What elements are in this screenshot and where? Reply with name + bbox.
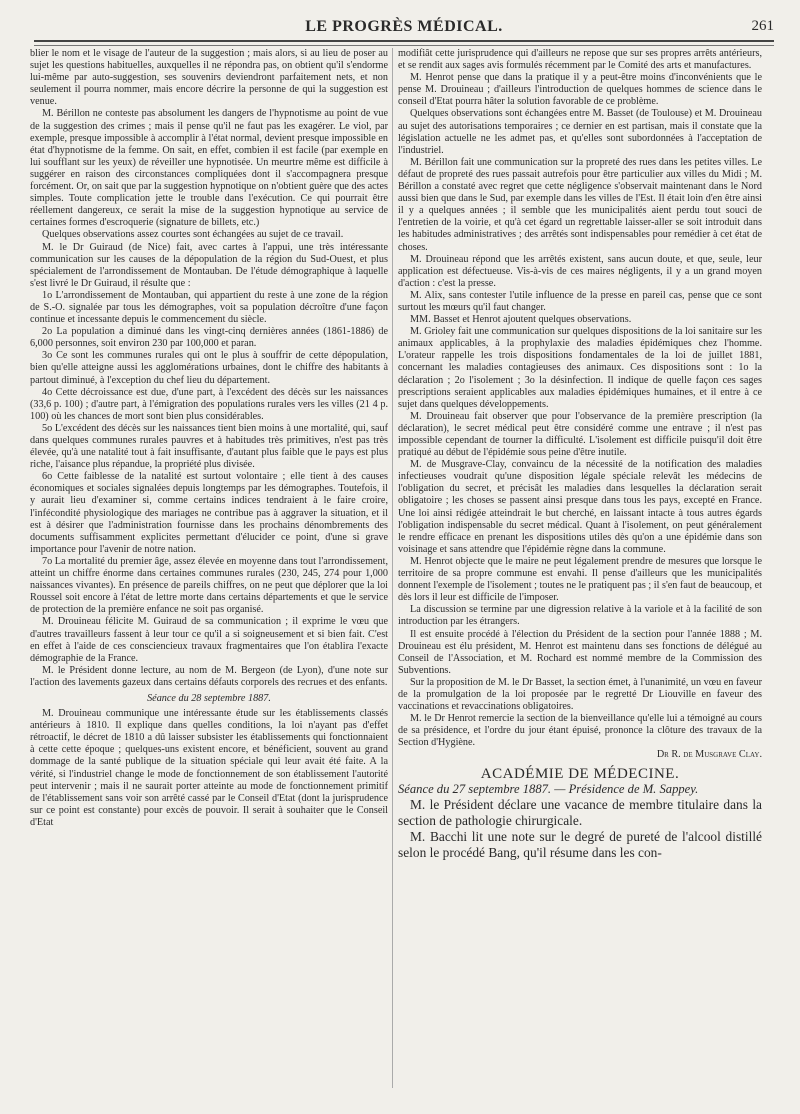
column-divider — [392, 48, 393, 1088]
paragraph: M. Drouineau communique une intéressante étude sur les établissements classés antérieurs à 1810. Il explique dans quelles conditions, la loi n'ayant pas d'effet rétroactif, le décret de 1810 a dû laisser subsister les établissements qui fonctionnaient à cette cette époque ; quelques-uns existent encore, et bénéficient, souvent au grand dommage de la santé publique de la situation spéciale qui leur avait été faite. A la vérité, si l'industriel change le mode de fonctionnement de son établissement l'autorité peut intervenir ; mais il ne saurait porter atteinte au mode de fonctionnement primitif de l'établissement sans voir son arrêté cassé par le Conseil d'Etat (dont la jurisprudence sur ce point est constante) pour excès de pouvoir. Il serait à souhaiter que le Conseil d'Etat — [30, 708, 388, 828]
paragraph: M. Drouineau répond que les arrêtés existent, sans aucun doute, et que, seule, leur application est défectueuse. Vis-à-vis de ces maires négligents, il y a un grand moyen d'action : c'est la presse. — [398, 253, 762, 289]
paragraph: M. Drouineau félicite M. Guiraud de sa communication ; il exprime le vœu que d'autres travailleurs fassent à leur tour ce qu'il a si soigneusement et si bien fait. C'est en effet à l'aide de ces consciencieux travaux fragmentaires que l'on établira l'exacte démographie de la France. — [30, 616, 388, 664]
paragraph: M. le Dr Guiraud (de Nice) fait, avec cartes à l'appui, une très intéressante communication sur les causes de la dépopulation de la région du Sud-Ouest, et plus spécialement de l'arrondissement de Montauban. De l'étude démographique à laquelle s'est livré le Dr Guiraud, il résulte que : — [30, 241, 388, 289]
header-rule — [34, 40, 774, 46]
academy-title: ACADÉMIE DE MÉDECINE. — [480, 765, 680, 782]
paragraph: M. Henrot objecte que le maire ne peut légalement prendre de mesures que lorsque le territoire de sa propre commune est envahi. Il pense d'ailleurs que les municipalités donnent l'exemple de l'isolement ; toutes ne le pratiquent pas ; il s'en faut de beaucoup, et dès lors il leur est difficile de l'imposer. — [398, 555, 762, 604]
paragraph: M. de Musgrave-Clay, convaincu de la nécessité de la notification des maladies infectieuses voudrait qu'une disposition légale spéciale relevât les médecins de l'obligation du secret, et précisât les maladies dans lesquelles la déclaration serait obligatoire ; les choses se passent ainsi presque dans tous les pays, excepté en France. Une loi ainsi rédigée atteindrait le but cherché, en laissant intacte à tous autres égards l'obligation indispensable du secret médical. Quant à l'isolement, on peut généralement le rendre efficace en prenant les dispositions utiles dès qu'on a une épidémie dans son voisinage et sans attendre que l'épidémie règne dans la commune. — [398, 459, 762, 555]
paragraph: blier le nom et le visage de l'auteur de la suggestion ; mais alors, si au lieu de poser au sujet les questions habituelles, auxquelles il ne répondra pas, on obtient qu'il s'endorme lui-même par auto-suggestion, ses souvenirs deviendront parfaitement nets, et non seulement il pourra nommer, mais encore décrire la personne de qui la suggestion est venue. — [30, 48, 388, 108]
paragraph: Il est ensuite procédé à l'élection du Président de la section pour l'année 1888 ; M. Drouineau est élu président, M. Henrot est maintenu dans ses fonctions de délégué au Conseil de l'Association, et M. Rochard est nommé membre de la Commission des Subventions. — [398, 628, 762, 676]
paragraph: 5o L'excédent des décès sur les naissances tient bien moins à une mortalité, qui, sauf dans quelques communes rurales pauvres et à habitudes très primitives, n'est pas très élevée, qu'à une natalité tout à fait insuffisante, d'autant plus faible que le pays est plus riche, l'aisance plus répandue, la propriété plus divisée. — [30, 422, 388, 471]
paragraph: M. Alix, sans contester l'utile influence de la presse en pareil cas, pense que ce sont surtout les mœurs qu'il faut changer. — [398, 289, 762, 313]
paragraph: M. Grioley fait une communication sur quelques dispositions de la loi sanitaire sur les animaux applicables, à la prophylaxie des maladies épidémiques chez l'homme. L'orateur rappelle les trois dispositions fondamentales de la loi de juillet 1881, concernant les maladies contagieuses des animaux. Ces dispositions sont : 1o la déclaration ; 2o l'isolement ; 3o la désinfection. Il indique de quelle façon ces sages prescriptions seraient applicables aux maladies épidémiques humaines, et il entre à ce sujet dans quelques développements. — [398, 326, 762, 410]
right-column — [398, 48, 762, 1108]
session-heading: Séance du 28 septembre 1887. — [147, 692, 271, 704]
paragraph: M. le Président déclare une vacance de membre titulaire dans la section de pathologie chirurgicale. — [398, 796, 762, 828]
paragraph: Sur la proposition de M. le Dr Basset, la section émet, à l'unanimité, un vœu en faveur de la promulgation de la loi proposée par le regretté Dr Liouville en faveur des vaccinations et revaccinations obligatoires. — [398, 676, 762, 713]
page-number: 261 — [751, 18, 774, 34]
paragraph: M. Bérillon fait une communication sur la propreté des rues dans les petites villes. Le défaut de propreté des rues passait autrefois pour être particulier aux villes du Midi ; M. Bérillon a constaté avec regret que cette négligence s'observait maintenant dans le Nord aussi bien que dans le Sud, par exemple dans les villes de l'Est. Il était loin d'en être ainsi il y a quelques années ; il semble que les municipalités aient perdu tout souci de l'entretien de la voirie, et qu'à cet égard un regrettable laisser-aller se soit introduit dans les habitudes administratives ; des arrêtés sont indispensables pour remédier à cet état de choses. — [398, 156, 762, 253]
academy-session — [398, 782, 762, 797]
academy-session-text: Séance du 27 septembre 1887. — Présidence de M. Sappey. — [398, 781, 699, 796]
paragraph: Quelques observations assez courtes sont échangées au sujet de ce travail. — [42, 229, 344, 241]
paragraph: M. Drouineau fait observer que pour l'observance de la première prescription (la déclaration), le secret médical peut être considéré comme une entrave ; il n'est pas impossible cependant de tourner la difficulté. L'isolement est difficile puisqu'il doit être pratiqué au début de l'épidémie sous peine d'être inutile. — [398, 410, 762, 459]
paragraph: 4o Cette décroissance est due, d'une part, à l'excédent des décès sur les naissances (33,6 p. 100) ; d'autre part, à l'émigration des populations rurales vers les villes (21 4 p. 100) où les chances de mort sont bien plus considérables. — [30, 386, 388, 422]
paragraph: 6o Cette faiblesse de la natalité est surtout volontaire ; elle tient à des causes économiques et sociales signalées depuis longtemps par les démographes. Toutefois, il y aurait lieu d'examiner si, comme certains indices tendraient à le faire croire, l'infécondité physiologique des mariages ne contribue pas à aggraver la situation, et il est à désirer que l'administration fournisse dans les prochains dénombrements des documents suffisamment explicites permettant d'élucider ce point, d'une si grave importance pour l'avenir de notre nation. — [30, 471, 388, 555]
paragraph: M. le Dr Henrot remercie la section de la bienveillance qu'elle lui a témoigné au cours de sa présidence, et l'ordre du jour étant épuisé, prononce la clôture des travaux de la Section d'Hygiène. — [398, 713, 762, 749]
left-column — [30, 48, 388, 1108]
paragraph: 3o Ce sont les communes rurales qui ont le plus à souffrir de cette dépopulation, bien qu'elle atteigne aussi les agglomérations urbaines, dont le chiffre des habitants à partout diminué, à l'exception du chef lieu du département. — [30, 350, 388, 386]
paragraph: 2o La population a diminué dans les vingt-cinq dernières années (1861-1886) de 6,000 personnes, soit environ 230 par 100,000 et paran. — [30, 326, 388, 350]
paragraph: M. Henrot pense que dans la pratique il y a peut-être moins d'inconvénients que le pense M. Drouineau ; d'ailleurs l'introduction de quelques hommes de science dans le conseil d'Etat pourra hâter la solution favorable de ce problème. — [398, 72, 762, 108]
paragraph: MM. Basset et Henrot ajoutent quelques observations. — [410, 314, 632, 326]
paragraph: Quelques observations sont échangées entre M. Basset (de Toulouse) et M. Drouineau au sujet des autorisations temporaires ; ce dernier en est partisan, mais il constate que la législation actuelle ne les admet pas, et qu'elles sont subordonnées à l'acceptation de l'industriel. — [398, 108, 762, 156]
paragraph: 7o La mortalité du premier âge, assez élevée en moyenne dans tout l'arrondissement, atteint un chiffre énorme dans certaines communes rurales (230, 245, 274 pour 1,000 naissances vivantes). En présence de pareils chiffres, on ne peut que déplorer que la loi Roussel soit encore à l'état de lettre morte dans certains départements et que le service de protection de la première enfance ne soit pas organisé. — [30, 555, 388, 616]
paragraph: modifiât cette jurisprudence qui d'ailleurs ne repose que sur ses propres arrêts antérieurs, et se rendit aux sages avis formulés récemment par le Comité des arts et manufactures. — [398, 48, 762, 72]
page-header — [34, 16, 774, 38]
paragraph: M. Bacchi lit une note sur le degré de pureté de l'alcool distillé selon le procédé Bang, qu'il résume dans les con- — [398, 828, 762, 860]
paragraph: M. Bérillon ne conteste pas absolument les dangers de l'hypnotisme au point de vue de la suggestion des crimes ; mais il pense qu'il ne faut pas les exagérer. Le viol, par exemple, presque impossible à accomplir à l'état normal, devient presque impossible en état d'hypnotisme de la femme. On sait, en effet, combien il est facile (par exemple en lui soufflant sur les yeux) de réveiller une hypnotisée. Un meurtre même est difficile à suggérer en raison des circonstances compliquées dont il s'accompagnera presque forcément. Or, on sait que par la suggestion hypnotique on n'obtient guère que des actes simples. Toute complication jette le trouble dans l'exécution. Ce qui pourrait être réellement dangereux, ce serait la mise de la suggestion hypnotique au service de certaines formes d'escroquerie (signature de billets, etc.) — [30, 108, 388, 229]
paragraph: 1o L'arrondissement de Montauban, qui appartient du reste à une zone de la région de S.-O. signalée par tous les démographes, voit sa population décroître d'une façon continue et incessante depuis le commencement du siècle. — [30, 289, 388, 326]
signature: Dr R. de Musgrave Clay. — [656, 749, 762, 761]
paragraph: La discussion se termine par une digression relative à la variole et à la facilité de son introduction par les étrangers. — [398, 604, 762, 628]
paragraph: M. le Président donne lecture, au nom de M. Bergeon (de Lyon), d'une note sur l'action des lavements gazeux dans certains défauts corporels des recrues et des enfants. — [30, 664, 388, 688]
journal-title: LE PROGRÈS MÉDICAL. — [305, 18, 503, 35]
